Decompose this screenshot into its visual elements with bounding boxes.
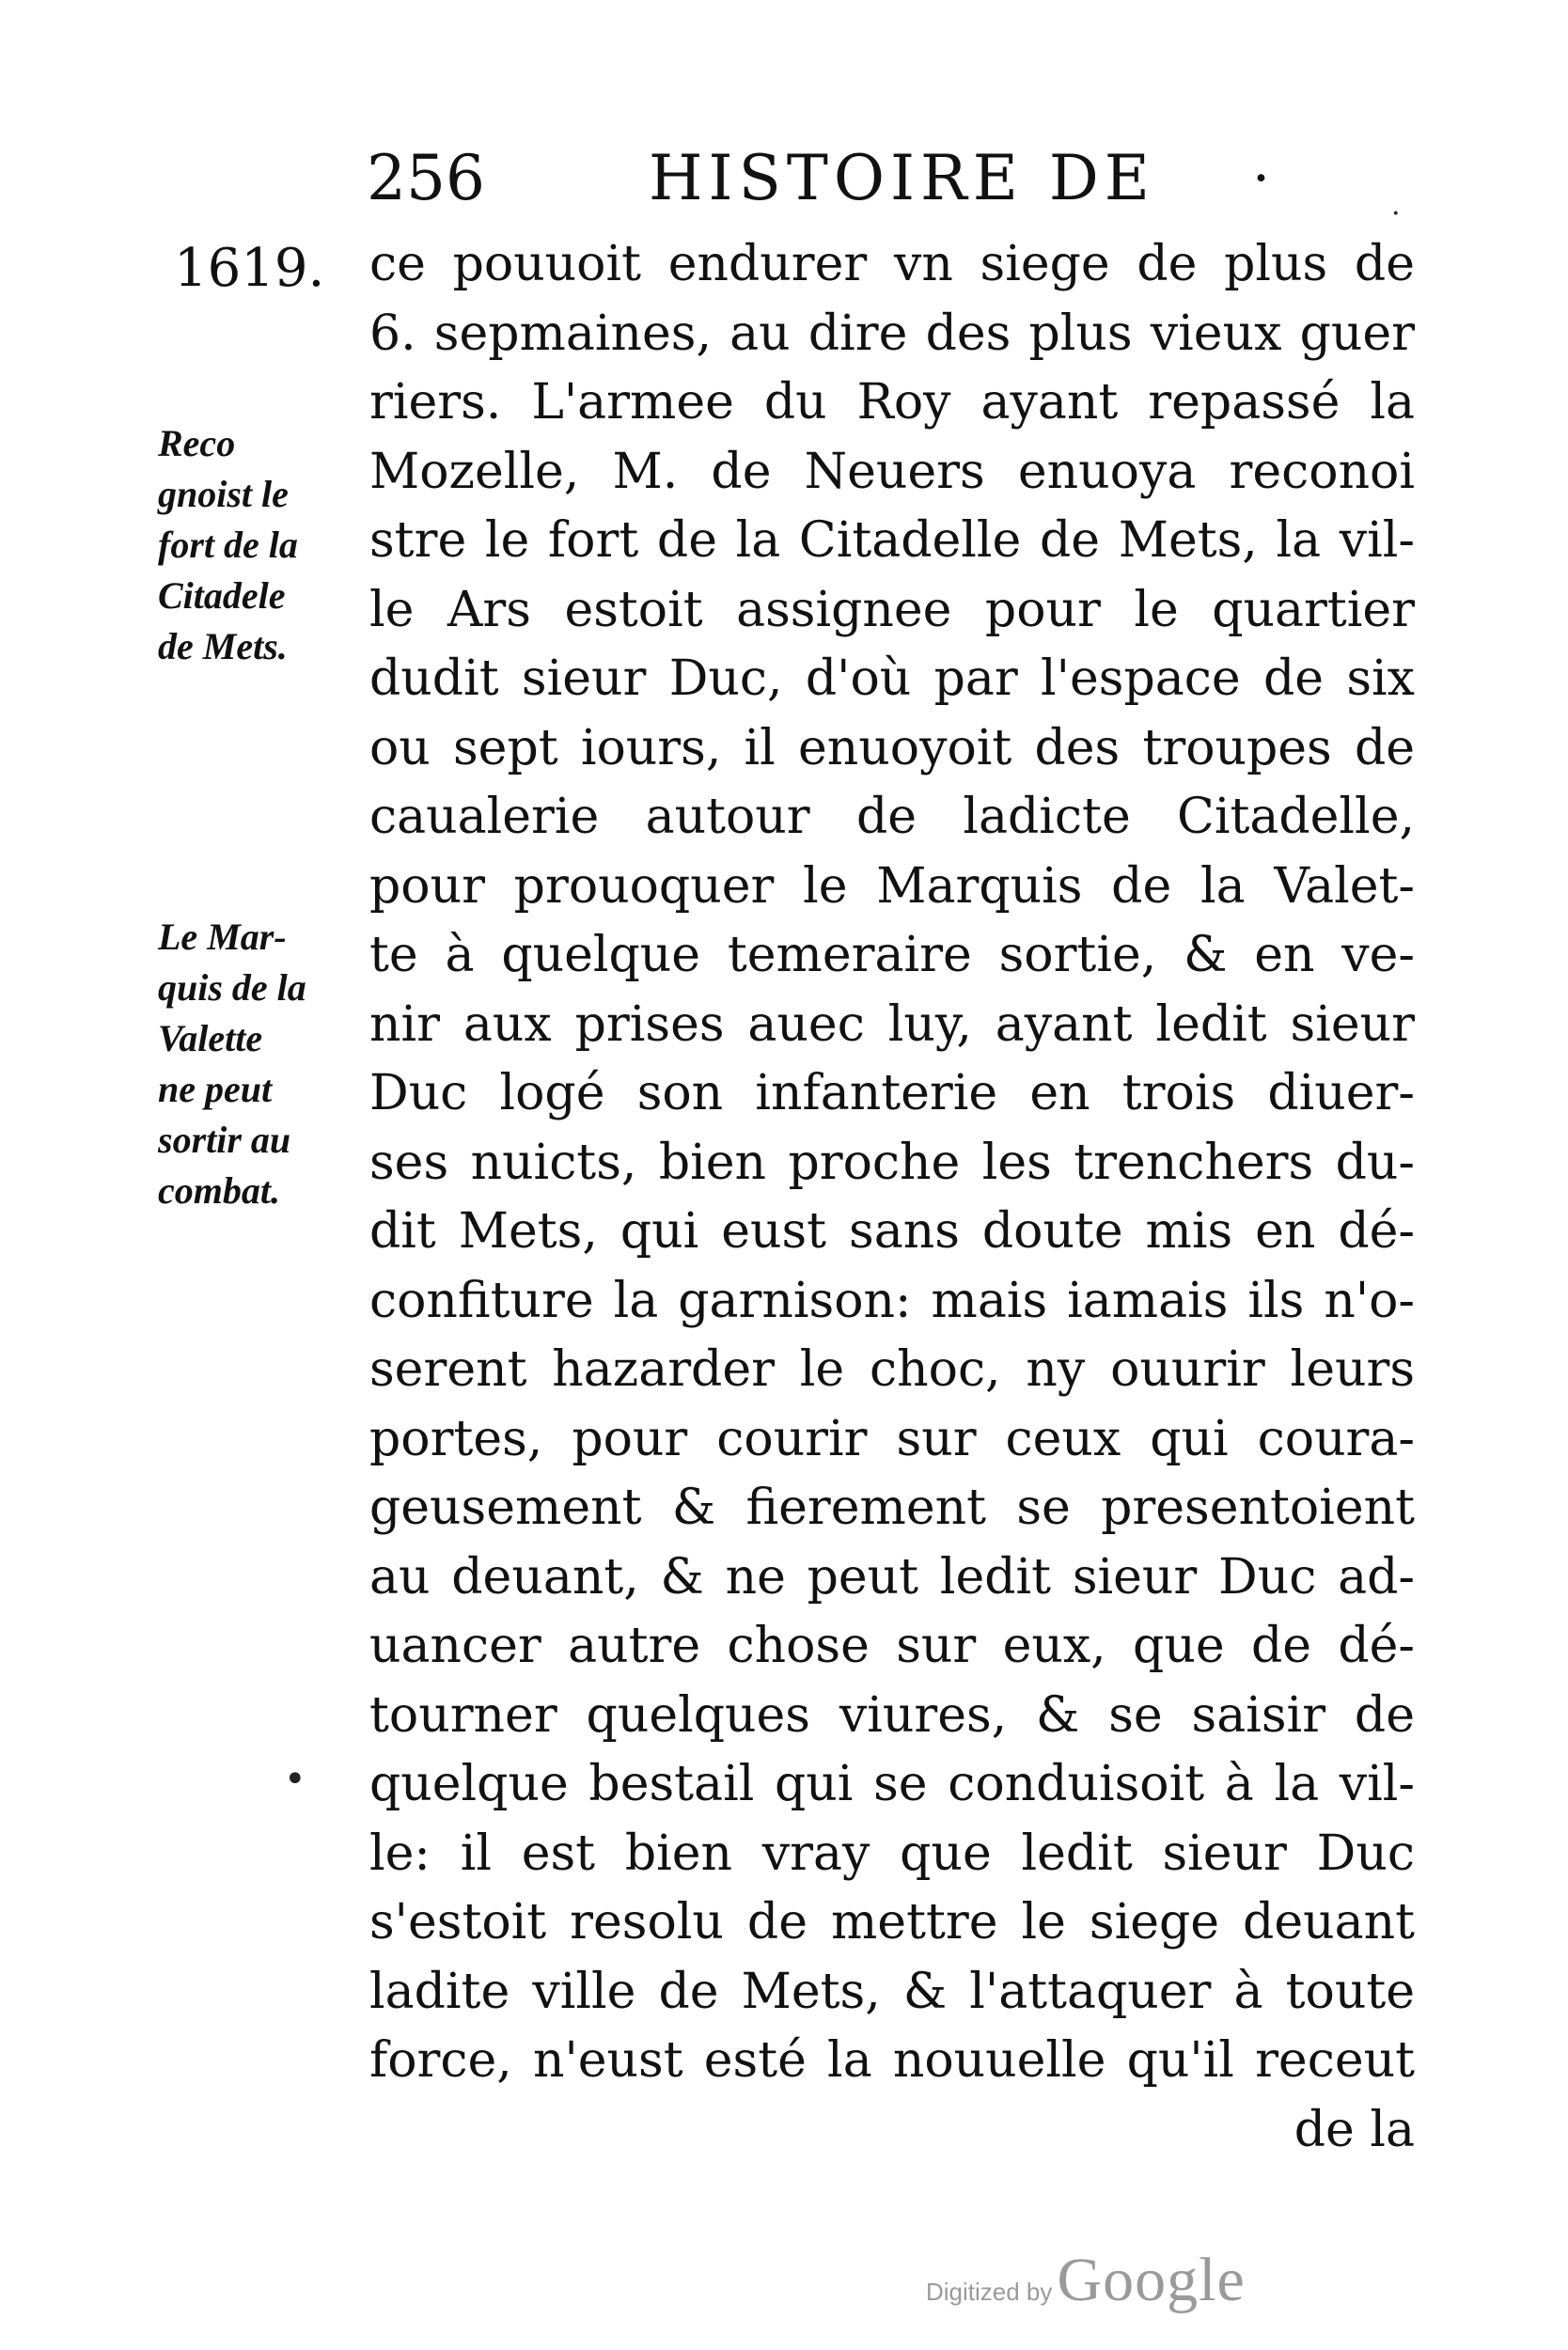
- header-dot: ·: [1252, 146, 1271, 212]
- text-line: au deuant, & ne peut ledit sieur Duc ad-: [369, 1548, 1415, 1606]
- marginal-note-line: quis de la: [158, 966, 306, 1009]
- catchword: de la: [1294, 2101, 1415, 2158]
- text-line: le Ars estoit assignee pour le quartier: [369, 581, 1415, 638]
- marginal-note-line: Valette: [158, 1017, 263, 1059]
- text-line: s'estoit resolu de mettre le siege deuant: [369, 1894, 1415, 1950]
- text-line: force, n'eust esté la nouuelle qu'il receut: [369, 2032, 1415, 2089]
- text-line: ladite ville de Mets, & l'attaquer à toute: [369, 1963, 1415, 2020]
- text-line: riers. L'armee du Roy ayant repassé la: [369, 374, 1415, 431]
- text-line: Mozelle, M. de Neuers enuoya reconoi: [369, 443, 1415, 500]
- text-line: ou sept iours, il enuoyoit des troupes de: [369, 719, 1415, 776]
- watermark-prefix: Digitized by: [926, 2278, 1053, 2306]
- marginal-note-line: Citadele: [158, 574, 286, 617]
- marginal-note-line: sortir au: [158, 1119, 291, 1161]
- text-line: ce pouuoit endurer vn siege de plus de: [369, 236, 1415, 292]
- text-line: dudit sieur Duc, d'où par l'espace de six: [369, 650, 1415, 707]
- text-line: nir aux prises auec luy, ayant ledit sieur: [369, 995, 1415, 1053]
- digitized-watermark: [926, 2245, 1246, 2316]
- text-line: tourner quelques viures, & se saisir de: [369, 1686, 1415, 1744]
- text-line: le: il est bien vray que ledit sieur Duc: [369, 1825, 1415, 1882]
- marginal-note-valette: [158, 912, 355, 1216]
- body-text: [369, 230, 1415, 2165]
- text-line: Duc logé son infanterie en trois diuer-: [369, 1065, 1415, 1121]
- text-line: portes, pour courir sur ceux qui coura-: [369, 1410, 1415, 1467]
- stray-ink-mark: •: [284, 1758, 306, 1801]
- running-head: HISTOIRE DE: [649, 142, 1155, 214]
- marginal-note-line: fort de la: [158, 524, 298, 566]
- marginal-note-line: Le Mar-: [158, 916, 287, 958]
- text-line: serent hazarder le choc, ny ouurir leurs: [369, 1341, 1415, 1398]
- text-line: pour prouoquer le Marquis de la Valet-: [369, 857, 1415, 915]
- marginal-note-reconnaissance: [158, 418, 355, 672]
- text-line: quelque bestail qui se conduisoit à la vil-: [369, 1756, 1415, 1812]
- text-line: 6. sepmaines, au dire des plus vieux guer: [369, 305, 1415, 362]
- marginal-note-line: ne peut: [158, 1068, 273, 1110]
- page-header: [367, 141, 1401, 226]
- year-marginal-note: 1619.: [174, 238, 325, 299]
- marginal-note-line: de Mets.: [158, 625, 288, 667]
- marginal-note-line: combat.: [158, 1169, 280, 1212]
- text-line: stre le fort de la Citadelle de Mets, la vil-: [369, 512, 1415, 569]
- text-line: dit Mets, qui eust sans doute mis en dé-: [369, 1203, 1415, 1260]
- marginal-note-line: gnoist le: [158, 473, 289, 515]
- text-line: te à quelque temeraire sortie, & en ve-: [369, 927, 1415, 983]
- text-line: geusement & fierement se presentoient: [369, 1480, 1415, 1536]
- text-line: uancer autre chose sur eux, que de dé-: [369, 1618, 1415, 1674]
- page-number: 256: [367, 142, 485, 214]
- watermark-logo: Google: [1057, 2246, 1246, 2314]
- text-line: caualerie autour de ladicte Citadelle,: [369, 789, 1415, 845]
- stray-ink-mark: ·: [1391, 197, 1401, 230]
- text-line: confiture la garnison: mais iamais ils n'o-: [369, 1272, 1415, 1329]
- marginal-note-line: Reco: [158, 422, 236, 464]
- text-line: ses nuicts, bien proche les trenchers du-: [369, 1134, 1415, 1191]
